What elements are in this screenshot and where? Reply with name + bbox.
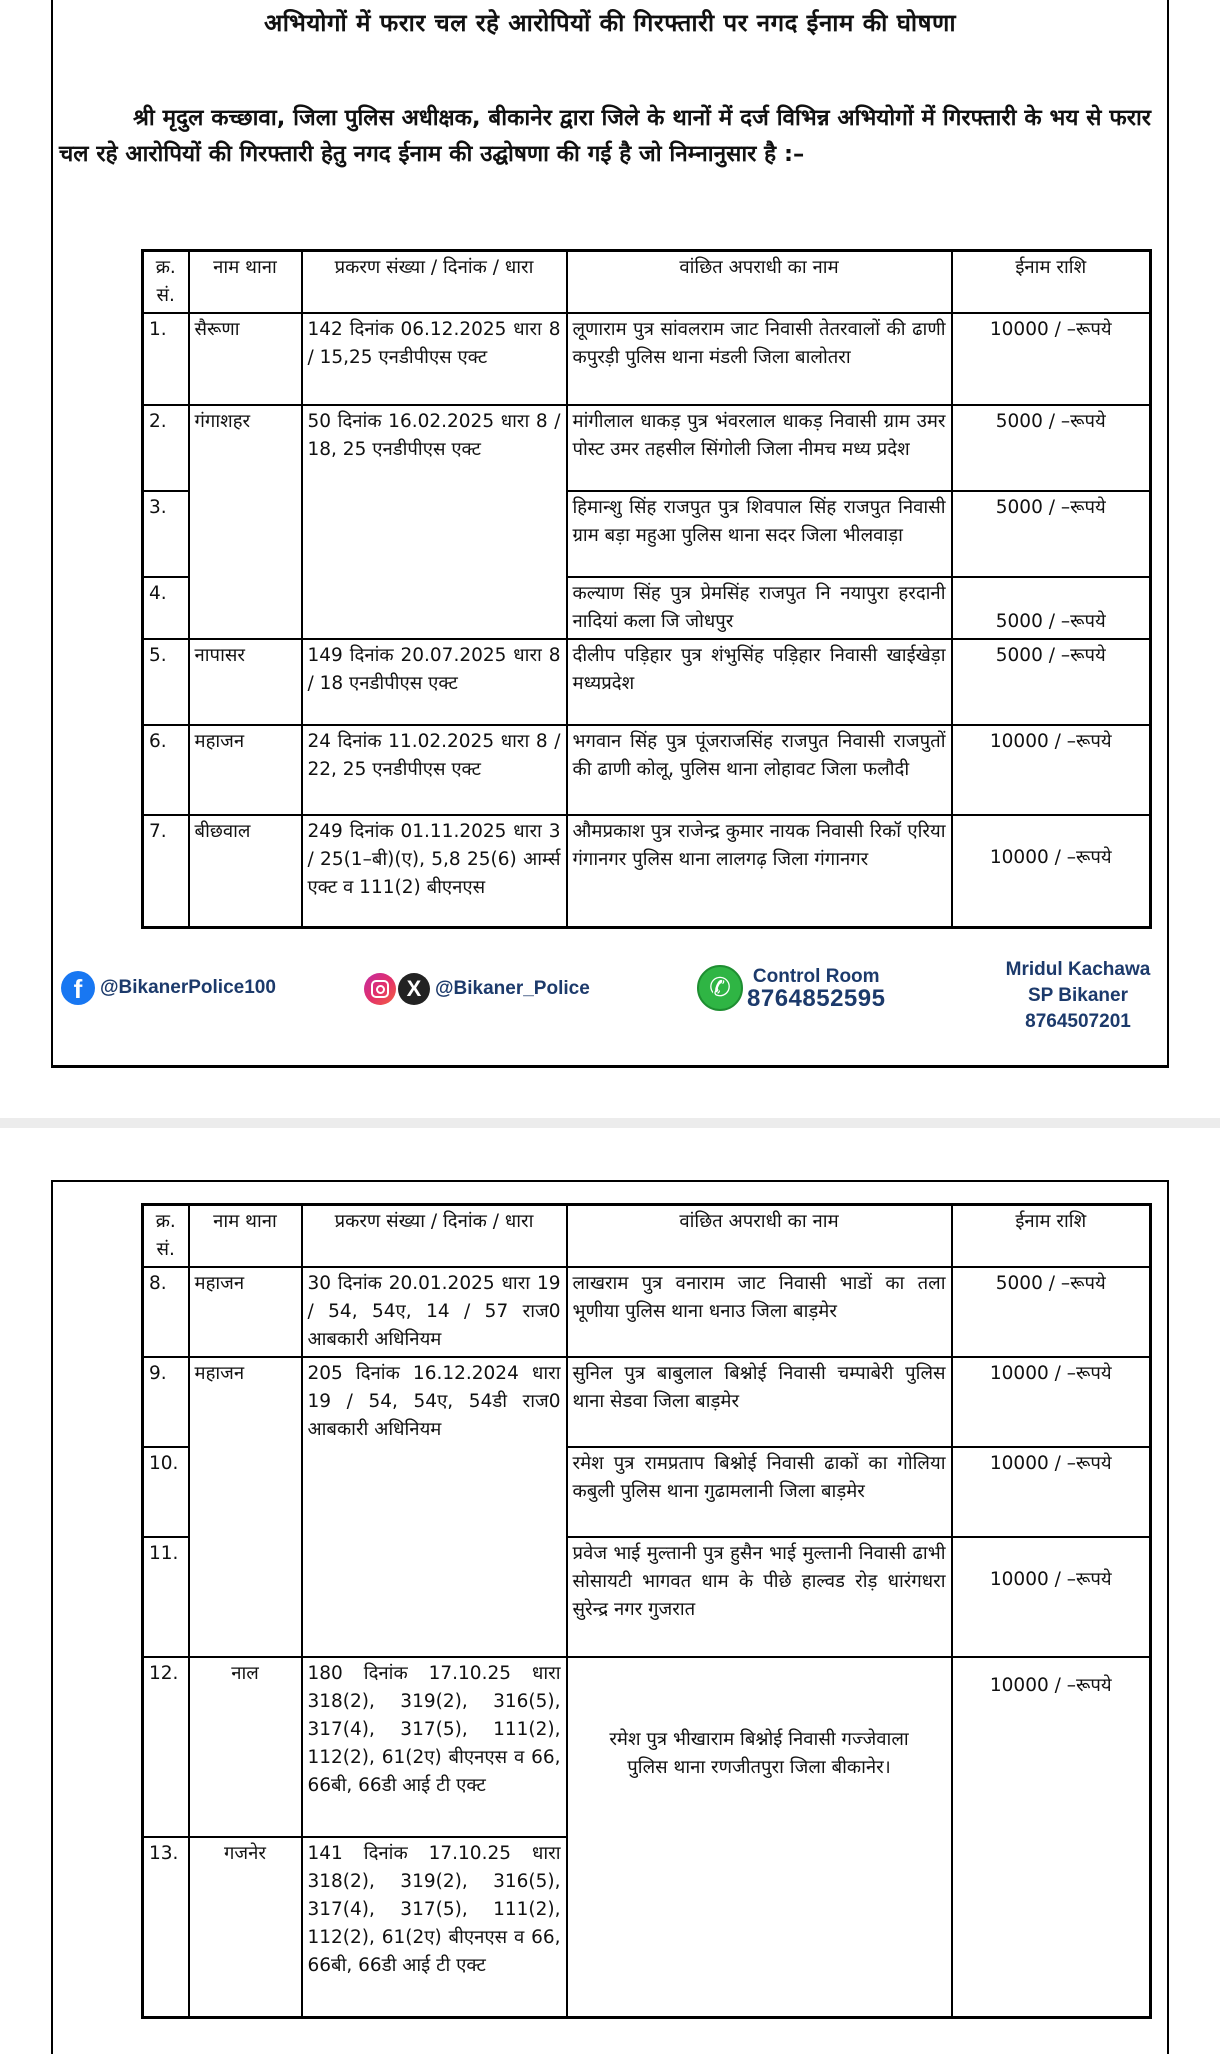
reward-amount: 10000 / –रूपये [952,1537,1151,1657]
x-icon: X [398,973,430,1005]
header-accused-name: वांछित अपराधी का नाम [567,251,952,314]
serial-number: 2. [143,405,189,491]
police-station: महाजन [189,725,302,815]
accused-name: दीलीप पड़िहार पुत्र शंभुसिंह पड़िहार निवासी खाईखेड़ा मध्यप्रदेश [567,639,952,725]
reward-amount: 10000 / –रूपये [952,1447,1151,1537]
police-station: नापासर [189,639,302,725]
header-police-station: नाम थाना [189,1205,302,1268]
accused-name: कल्याण सिंह पुत्र प्रेमसिंह राजपुत नि नयापुरा हरदानी नादियां कला जि जोधपुर [567,577,952,639]
case-details: 141 दिनांक 17.10.25 धारा 318(2), 319(2), 316(5), 317(4), 317(5), 111(2), 112(2), 61(2ए) बीएनएस व 66, 66बी, 66डी आई टी एक्ट [302,1837,567,2017]
facebook-contact[interactable] [61,971,276,1005]
header-accused-name: वांछित अपराधी का नाम [567,1205,952,1268]
serial-number: 9. [143,1357,189,1447]
header-reward-amount: ईनाम राशि [952,1205,1151,1268]
accused-name: रमेश पुत्र भीखाराम बिश्नोई निवासी गज्जेवाला पुलिस थाना रणजीतपुरा जिला बीकानेर। [567,1657,952,2017]
table-row [143,405,1151,491]
notice-title: अभियोगों में फरार चल रहे आरोपियों की गिरफ्तारी पर नगद ईनाम की घोषणा [263,9,957,37]
notice-page-2 [51,1180,1169,2054]
case-details: 205 दिनांक 16.12.2024 धारा 19 / 54, 54ए, 54डी राज0 आबकारी अधिनियम [302,1357,567,1657]
serial-number: 3. [143,491,189,577]
header-case-details: प्रकरण संख्या / दिनांक / धारा [302,1205,567,1268]
sp-signature [983,957,1173,1035]
reward-amount: 10000 / –रूपये [952,313,1151,405]
facebook-icon: f [61,971,95,1005]
case-details: 149 दिनांक 20.07.2025 धारा 8 / 18 एनडीपीएस एक्ट [302,639,567,725]
accused-name: लूणाराम पुत्र सांवलराम जाट निवासी तेतरवालों की ढाणी कपुरड़ी पुलिस थाना मंडली जिला बालोतरा [567,313,952,405]
reward-table-part-1 [141,249,1152,929]
serial-number: 11. [143,1537,189,1657]
police-station: महाजन [189,1357,302,1657]
reward-amount: 10000 / –रूपये [952,1357,1151,1447]
reward-amount: 10000 / –रूपये [952,725,1151,815]
case-details: 249 दिनांक 01.11.2025 धारा 3 / 25(1–बी)(ए), 5,8 25(6) आर्म्स एक्ट व 111(2) बीएनएस [302,815,567,927]
page-separator [0,1118,1220,1128]
case-details: 50 दिनांक 16.02.2025 धारा 8 / 18, 25 एनडीपीएस एक्ट [302,405,567,639]
contact-footer [53,959,1167,1055]
accused-name: औमप्रकाश पुत्र राजेन्द्र कुमार नायक निवासी रिकॉ एरिया गंगानगर पुलिस थाना लालगढ़ जिला गंगानगर [567,815,952,927]
instagram-icon [364,973,396,1005]
table-row [143,1267,1151,1357]
accused-name: लाखराम पुत्र वनाराम जाट निवासी भाडों का तला भूणीया पुलिस थाना धनाउ जिला बाड़मेर [567,1267,952,1357]
reward-amount: 5000 / –रूपये [952,491,1151,577]
accused-name: भगवान सिंह पुत्र पूंजराजसिंह राजपुत निवासी राजपुतों की ढाणी कोलू, पुलिस थाना लोहावट जिला फलौदी [567,725,952,815]
reward-amount: 10000 / –रूपये [952,1657,1151,2017]
sp-title: SP Bikaner [1028,985,1128,1006]
table-row [143,815,1151,927]
table-header-row [143,251,1151,314]
police-station: बीछवाल [189,815,302,927]
table-row [143,1657,1151,1837]
x-handle[interactable]: @Bikaner_Police [435,978,590,999]
table-row [143,1357,1151,1447]
table-row [143,313,1151,405]
serial-number: 7. [143,815,189,927]
serial-number: 6. [143,725,189,815]
police-station: गंगाशहर [189,405,302,639]
control-room-label: Control Room [752,966,880,987]
facebook-handle[interactable]: @BikanerPolice100 [100,977,276,998]
header-serial-number: क्र. सं. [143,1205,189,1268]
reward-amount: 5000 / –रूपये [952,405,1151,491]
header-case-details: प्रकरण संख्या / दिनांक / धारा [302,251,567,314]
control-room-contact[interactable] [697,965,885,1011]
accused-name: प्रवेज भाई मुल्तानी पुत्र हुसैन भाई मुल्तानी निवासी ढाभी सोसायटी भागवत धाम के पीछे हाल्वड रोड़ धारंगधरा सुरेन्द्र नगर गुजरात [567,1537,952,1657]
notice-intro-paragraph: श्री मृदुल कच्छावा, जिला पुलिस अधीक्षक, बीकानेर द्वारा जिले के थानों में दर्ज विभिन्न अभियोगों में गिरफ्तारी के भय से फरार चल रहे आरोपियों की गिरफ्तारी हेतु नगद ईनाम की उद्घोषणा की गई है जो निम्नानुसार है :– [59,105,1151,167]
case-details: 24 दिनांक 11.02.2025 धारा 8 / 22, 25 एनडीपीएस एक्ट [302,725,567,815]
sp-name: Mridul Kachawa [1005,959,1151,980]
reward-table-part-2 [141,1203,1152,2019]
case-details: 142 दिनांक 06.12.2025 धारा 8 / 15,25 एनडीपीएस एक्ट [302,313,567,405]
serial-number: 10. [143,1447,189,1537]
table-row [143,639,1151,725]
serial-number: 8. [143,1267,189,1357]
reward-amount: 5000 / –रूपये [952,577,1151,639]
notice-page-1 [51,0,1169,1068]
serial-number: 13. [143,1837,189,2017]
serial-number: 1. [143,313,189,405]
serial-number: 12. [143,1657,189,1837]
police-station: महाजन [189,1267,302,1357]
instagram-x-contact[interactable] [364,973,590,1005]
header-police-station: नाम थाना [189,251,302,314]
police-station: गजनेर [189,1837,302,2017]
accused-name: रमेश पुत्र रामप्रताप बिश्नोई निवासी ढाकों का गोलिया कबुली पुलिस थाना गुढामलानी जिला बाड़मेर [567,1447,952,1537]
police-station: नाल [189,1657,302,1837]
serial-number: 4. [143,577,189,639]
whatsapp-icon: ✆ [697,965,743,1011]
case-details: 30 दिनांक 20.01.2025 धारा 19 / 54, 54ए, 14 / 57 राज0 आबकारी अधिनियम [302,1267,567,1357]
header-reward-amount: ईनाम राशि [952,251,1151,314]
reward-amount: 10000 / –रूपये [952,815,1151,927]
header-serial-number: क्र. सं. [143,251,189,314]
control-room-number[interactable]: 8764852595 [747,985,886,1012]
accused-name: सुनिल पुत्र बाबुलाल बिश्नोई निवासी चम्पाबेरी पुलिस थाना सेडवा जिला बाड़मेर [567,1357,952,1447]
police-station: सैरूणा [189,313,302,405]
accused-name: मांगीलाल धाकड़ पुत्र भंवरलाल धाकड़ निवासी ग्राम उमर पोस्ट उमर तहसील सिंगोली जिला नीमच मध्य प्रदेश [567,405,952,491]
accused-name: हिमान्शु सिंह राजपुत पुत्र शिवपाल सिंह राजपुत निवासी ग्राम बड़ा महुआ पुलिस थाना सदर जिला भीलवाड़ा [567,491,952,577]
reward-amount: 5000 / –रूपये [952,639,1151,725]
serial-number: 5. [143,639,189,725]
reward-amount: 5000 / –रूपये [952,1267,1151,1357]
table-header-row [143,1205,1151,1268]
sp-number[interactable]: 8764507201 [1025,1011,1131,1032]
case-details: 180 दिनांक 17.10.25 धारा 318(2), 319(2), 316(5), 317(4), 317(5), 111(2), 112(2), 61(2ए) बीएनएस व 66, 66बी, 66डी आई टी एक्ट [302,1657,567,1837]
table-row [143,725,1151,815]
